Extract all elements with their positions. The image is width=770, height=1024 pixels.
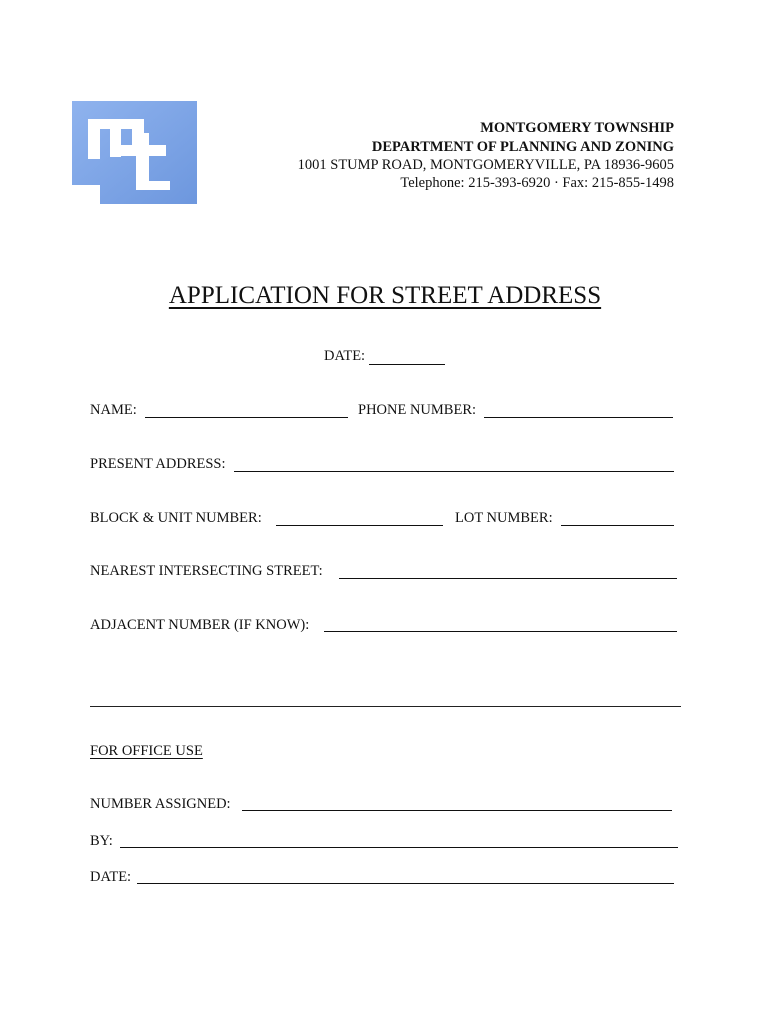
- phone-field[interactable]: [484, 417, 673, 418]
- office-use-heading: FOR OFFICE USE: [90, 743, 203, 759]
- township-logo: [72, 101, 197, 204]
- org-name: MONTGOMERY TOWNSHIP: [480, 120, 674, 136]
- org-address: 1001 STUMP ROAD, MONTGOMERYVILLE, PA 18936-9605: [297, 157, 674, 173]
- page-title: APPLICATION FOR STREET ADDRESS: [168, 282, 602, 309]
- mt-logo-icon: [72, 101, 197, 204]
- adjacent-number-field[interactable]: [324, 631, 677, 632]
- department-name: DEPARTMENT OF PLANNING AND ZONING: [371, 139, 674, 155]
- office-date-label: DATE:: [90, 869, 132, 885]
- office-date-field[interactable]: [137, 883, 674, 884]
- name-label: NAME:: [90, 402, 137, 418]
- org-contact: Telephone: 215-393-6920 · Fax: 215-855-1498: [400, 175, 674, 191]
- phone-label: PHONE NUMBER:: [358, 402, 477, 418]
- by-label: BY:: [90, 833, 113, 849]
- present-address-label: PRESENT ADDRESS:: [90, 456, 226, 472]
- intersecting-street-label: NEAREST INTERSECTING STREET:: [90, 563, 323, 579]
- date-label: DATE:: [324, 348, 366, 364]
- present-address-field[interactable]: [234, 471, 674, 472]
- number-assigned-label: NUMBER ASSIGNED:: [90, 796, 231, 812]
- block-unit-field[interactable]: [276, 525, 443, 526]
- intersecting-street-field[interactable]: [339, 578, 677, 579]
- by-field[interactable]: [120, 847, 678, 848]
- adjacent-number-label: ADJACENT NUMBER (IF KNOW):: [90, 617, 310, 633]
- lot-field[interactable]: [561, 525, 674, 526]
- lot-label: LOT NUMBER:: [455, 510, 553, 526]
- section-divider: [90, 706, 681, 707]
- number-assigned-field[interactable]: [242, 810, 672, 811]
- name-field[interactable]: [145, 417, 348, 418]
- date-field[interactable]: [369, 364, 445, 365]
- block-unit-label: BLOCK & UNIT NUMBER:: [90, 510, 262, 526]
